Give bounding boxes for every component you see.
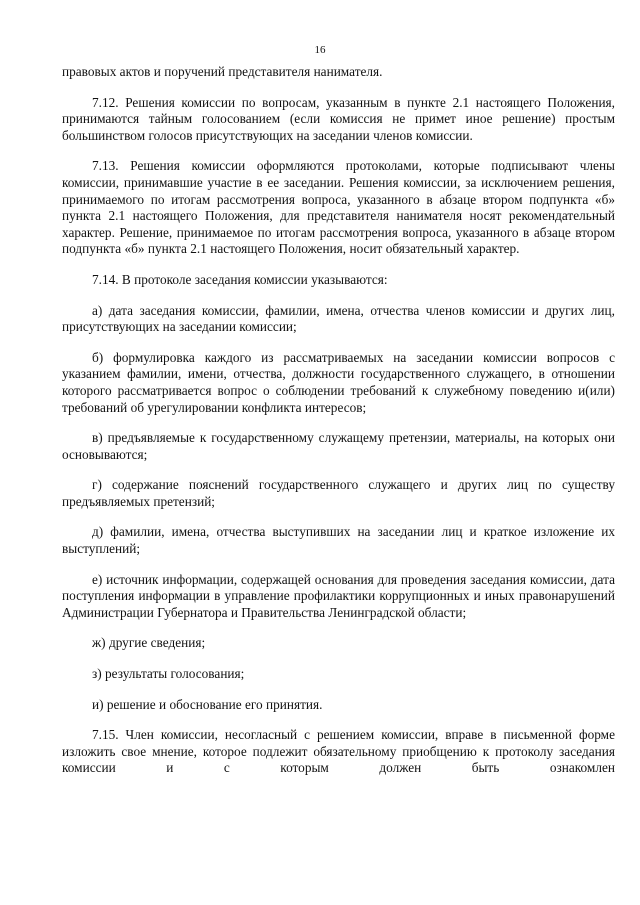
document-body	[62, 64, 615, 791]
list-item-d: д) фамилии, имена, отчества выступивших на заседании лиц и краткое изложение их выступлений;	[62, 524, 615, 557]
list-item-z: з) результаты голосования;	[92, 666, 245, 682]
paragraph-continuation: правовых актов и поручений представителя нанимателя.	[62, 64, 383, 79]
paragraph-7-12: 7.12. Решения комиссии по вопросам, указанным в пункте 2.1 настоящего Положения, принимаются тайным голосованием (если комиссия не примет иное решение) простым большинством голосов присутствующих на заседании членов комиссии.	[62, 94, 615, 143]
list-item-b: б) формулировка каждого из рассматриваемых на заседании комиссии вопросов с указанием фамилии, имени, отчества, должности государственного служащего, в отношении которого рассматривается вопрос о соблюдении требований к служебному поведению и(или) требований об урегулировании конфликта интересов;	[62, 349, 615, 415]
list-item-e: е) источник информации, содержащей основания для проведения заседания комиссии, дата поступления информации в управление профилактики коррупционных и иных правонарушений Администрации Губернатора и Правительства Ленинградской области;	[62, 571, 615, 620]
page-number: 16	[314, 44, 326, 56]
paragraph-7-13: 7.13. Решения комиссии оформляются протоколами, которые подписывают члены комиссии, принимавшие участие в ее заседании. Решения комиссии, за исключением решения, принимаемого по итогам рассмотрения вопроса, указанного в абзаце втором подпункта «б» пункта 2.1 настоящего Положения, для представителя нанимателя носят рекомендательный характер. Решение, принимаемое по итогам рассмотрения вопроса, указанного в абзаце втором подпункта «б» пункта 2.1 настоящего Положения, носит обязательный характер.	[62, 158, 615, 257]
list-item-zh: ж) другие сведения;	[92, 635, 206, 651]
list-item-a: а) дата заседания комиссии, фамилии, имена, отчества членов комиссии и других лиц, присутствующих на заседании комиссии;	[62, 302, 615, 335]
paragraph-7-14: 7.14. В протоколе заседания комиссии указываются:	[92, 271, 388, 287]
list-item-v: в) предъявляемые к государственному служащему претензии, материалы, на которых они основываются;	[62, 430, 615, 462]
paragraph-7-15: 7.15. Член комиссии, несогласный с решением комиссии, вправе в письменной форме изложить свое мнение, которое подлежит обязательному приобщению к протоколу заседания комиссии и с которым должен быть ознакомлен	[62, 727, 615, 776]
list-item-g: г) содержание пояснений государственного служащего и других лиц по существу предъявляемых претензий;	[62, 477, 615, 509]
list-item-i: и) решение и обоснование его принятия.	[92, 696, 323, 712]
